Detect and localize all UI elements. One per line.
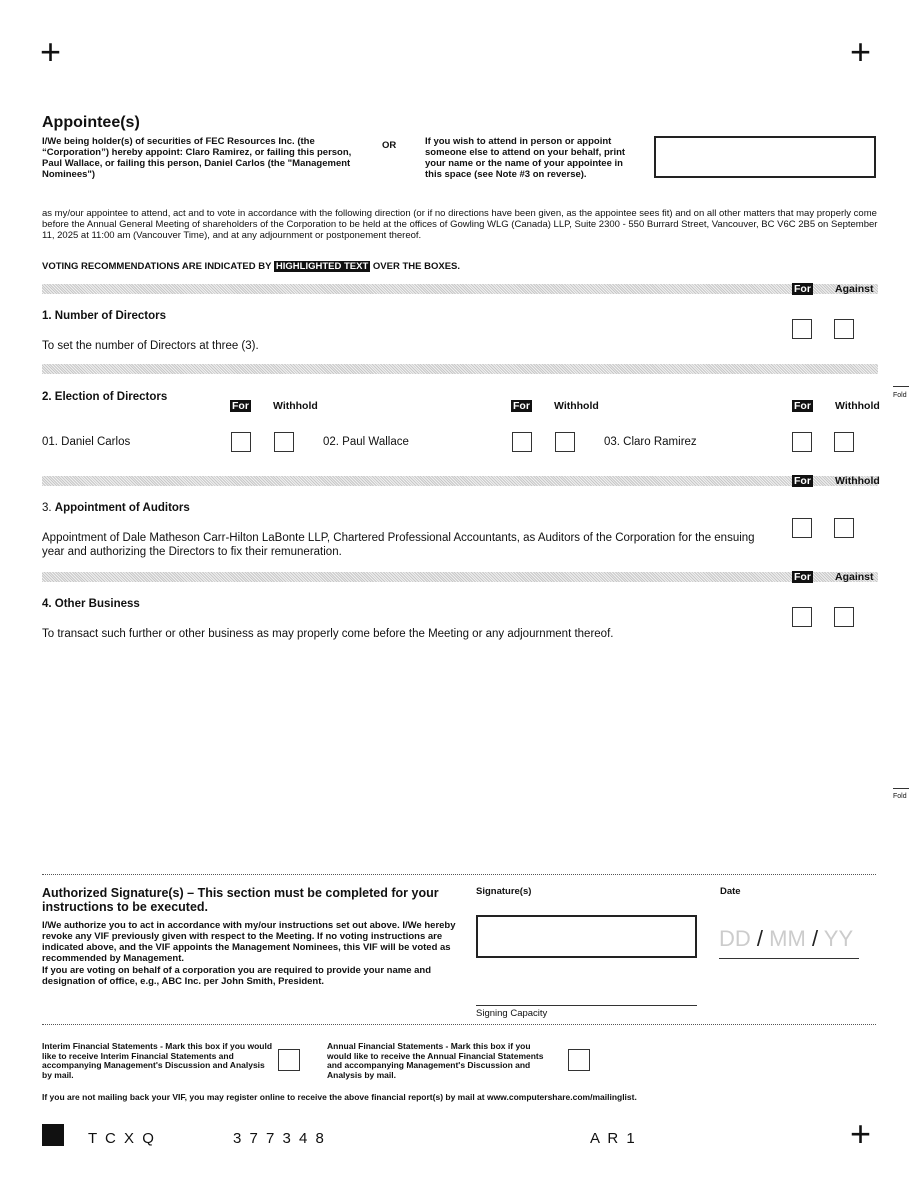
item3-withhold-checkbox[interactable] [834, 518, 854, 538]
footer-code-number: 3 7 7 3 4 8 [233, 1130, 326, 1147]
item3-heading [42, 501, 190, 515]
for-highlight-label: For [513, 400, 530, 412]
annual-financial-checkbox[interactable] [568, 1049, 590, 1071]
dotted-divider [42, 1024, 876, 1025]
item3-title: Appointment of Auditors [54, 502, 190, 514]
signature-text: I/We authorize you to act in accordance with my/our instructions set out above. I/We hereby revoke any VIF previously given with respect to the Meeting. If no voting instructions are indicated above, and the VIF appoints the Management Nominees, this VIF will be voted as recommended by Management. [42, 920, 456, 964]
director-1-for-checkbox[interactable] [231, 432, 251, 452]
section-divider [42, 476, 878, 486]
signature-label: Signature(s) [476, 886, 532, 897]
registration-mark: + [850, 1113, 872, 1154]
date-dd-placeholder: DD [719, 926, 751, 951]
section-divider [42, 572, 878, 582]
director-2-for-checkbox[interactable] [512, 432, 532, 452]
item2-title: 2. Election of Directors [42, 391, 168, 403]
fold-label: Fold [893, 793, 907, 800]
item1-description: To set the number of Directors at three (3). [42, 340, 259, 352]
item4-against-checkbox[interactable] [834, 607, 854, 627]
fold-line [893, 386, 909, 387]
appointee-paragraph: as my/our appointee to attend, act and to vote in accordance with the following direction (or if no directions have been given, as the appointee sees fit) and on all other matters that may properly come before the Annual General Meeting of shareholders of the Corporation to be held at the offices of Gowling WLG (Canada) LLP, Suite 2300 - 550 Burrard Street, Vancouver, BC V6C 2B5 on September 11, 2025 at 11:00 am (Vancouver Time), and at any adjournment or postponement thereof. [42, 208, 878, 241]
interim-financial-checkbox[interactable] [278, 1049, 300, 1071]
section-divider [42, 364, 878, 374]
item1-against-checkbox[interactable] [834, 319, 854, 339]
item1-title: 1. Number of Directors [42, 310, 166, 322]
signing-capacity-label: Signing Capacity [476, 1008, 548, 1019]
interim-financial-text: Interim Financial Statements - Mark this box if you would like to receive Interim Financial Statements and accompanying Management's Discussion and Analysis by mail. [42, 1041, 273, 1080]
director-1-name: 01. Daniel Carlos [42, 436, 131, 448]
withhold-label: Withhold [273, 400, 318, 412]
voting-rec-pre: VOTING RECOMMENDATIONS ARE INDICATED BY [42, 261, 272, 272]
item4-title: 4. Other Business [42, 598, 140, 610]
section-divider [42, 284, 878, 294]
footer-code-tcxq: T C X Q [88, 1130, 156, 1147]
voting-rec-highlight: HIGHLIGHTED TEXT [275, 261, 369, 272]
signature-corporate-text: If you are voting on behalf of a corporation you are required to provide your name and designation of office, e.g., ABC Inc. per John Smith, President. [42, 965, 432, 987]
or-label: OR [382, 140, 397, 151]
against-label: Against [835, 571, 874, 583]
signature-input[interactable] [476, 915, 697, 958]
voting-rec-post: OVER THE BOXES. [372, 261, 461, 272]
signing-capacity-line[interactable] [476, 1005, 697, 1006]
fold-label: Fold [893, 392, 907, 399]
appointee-left-text: I/We being holder(s) of securities of FEC Resources Inc. (the “Corporation”) hereby appoint: Claro Ramirez, or failing this person, Paul Wallace, or failing this person, Daniel Carlos (the "Management Nominees") [42, 136, 352, 180]
date-label: Date [720, 886, 741, 897]
appointee-right-text: If you wish to attend in person or appoint someone else to attend on your behalf, print your name or the name of your appointee in this space (see Note #3 on reverse). [425, 136, 626, 180]
for-highlight-label: For [794, 400, 811, 412]
date-input[interactable] [719, 926, 859, 959]
item3-for-checkbox[interactable] [792, 518, 812, 538]
against-label: Against [835, 283, 874, 295]
date-yy-placeholder: YY [823, 926, 854, 951]
for-highlight-label: For [794, 475, 811, 487]
item4-for-checkbox[interactable] [792, 607, 812, 627]
withhold-label: Withhold [835, 475, 880, 487]
for-highlight-label: For [794, 571, 811, 583]
director-2-name: 02. Paul Wallace [323, 436, 409, 448]
director-3-withhold-checkbox[interactable] [834, 432, 854, 452]
registration-mark: + [40, 31, 62, 72]
appointee-title: Appointee(s) [42, 114, 140, 131]
item3-number: 3. [42, 502, 52, 514]
withhold-label: Withhold [554, 400, 599, 412]
date-slash: / [811, 926, 819, 951]
footer-code-ar1: A R 1 [590, 1130, 637, 1147]
item1-for-checkbox[interactable] [792, 319, 812, 339]
date-slash: / [756, 926, 764, 951]
director-3-name: 03. Claro Ramirez [604, 436, 697, 448]
director-1-withhold-checkbox[interactable] [274, 432, 294, 452]
director-3-for-checkbox[interactable] [792, 432, 812, 452]
annual-financial-text: Annual Financial Statements - Mark this box if you would like to receive the Annual Financial Statements and accompanying Management's Discussion and Analysis by mail. [327, 1041, 544, 1080]
fold-line [893, 788, 909, 789]
withhold-label: Withhold [835, 400, 880, 412]
item4-description: To transact such further or other business as may properly come before the Meeting or any adjournment thereof. [42, 628, 614, 640]
appointee-name-input[interactable] [654, 136, 876, 178]
director-2-withhold-checkbox[interactable] [555, 432, 575, 452]
for-highlight-label: For [794, 283, 811, 295]
item3-description: Appointment of Dale Matheson Carr-Hilton LaBonte LLP, Chartered Professional Accountants, as Auditors of the Corporation for the ensuing year and authorizing the Directors to fix their remuneration. [42, 532, 755, 558]
signature-title: Authorized Signature(s) – This section must be completed for your instructions to be executed. [42, 886, 439, 914]
for-highlight-label: For [232, 400, 249, 412]
voting-recommendation [42, 261, 460, 272]
date-mm-placeholder: MM [769, 926, 806, 951]
online-registration-text: If you are not mailing back your VIF, you may register online to receive the above financial report(s) by mail at www.computershare.com/mailinglist. [42, 1092, 637, 1102]
registration-mark: + [850, 31, 872, 72]
dotted-divider [42, 874, 876, 875]
black-square-mark [42, 1124, 64, 1146]
